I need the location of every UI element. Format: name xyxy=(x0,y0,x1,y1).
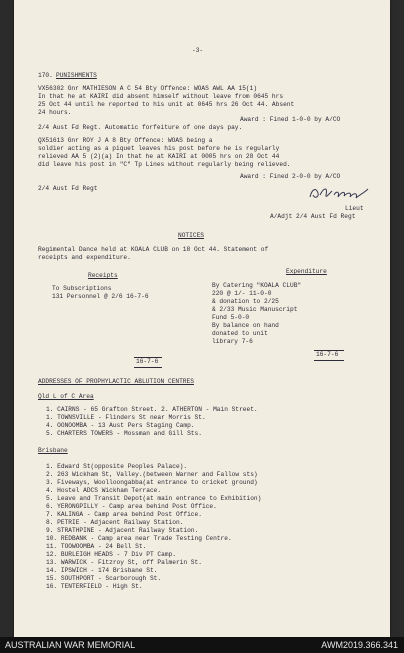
exp-line: Fund 5-0-0 xyxy=(212,314,250,321)
entry1-line1: VX56302 Gnr MATHIESON A C 54 Bty Offence: WOAS AWL AA 15(1) xyxy=(38,85,258,92)
entry1-line3: 25 Oct 44 until he reported to his unit at 0645 hrs 26 Oct 44. Absent xyxy=(38,101,295,108)
entry2-line3: relieved AA 5 (2)(a) In that he at KAIRI at 0005 hrs on 28 Oct 44 xyxy=(38,153,280,160)
archive-footer xyxy=(0,637,404,653)
signature xyxy=(306,183,374,203)
exp-line: By Catering "KOALA CLUB" xyxy=(212,282,302,289)
entry2-line2: soldier acting as a piquet leaves his post before he is regularly xyxy=(38,145,280,152)
signoff-title: A/Adjt 2/4 Aust Fd Regt xyxy=(270,213,356,220)
entry1-line2: In that he at KAIRI did absent himself without leave from 0645 hrs xyxy=(38,93,284,100)
brisbane-item: 15. SOUTHPORT - Scarborough St. xyxy=(46,575,162,582)
page-number: -3- xyxy=(192,47,204,54)
brisbane-item: 5. Leave and Transit Depot(at main entrance to Exhibition) xyxy=(46,495,262,502)
exp-line: library 7-6 xyxy=(212,338,253,345)
brisbane-item: 10. REDBANK - Camp area near Trade Testing Centre. xyxy=(46,535,232,542)
entry2-unit: 2/4 Aust Fd Regt xyxy=(38,185,98,192)
footer-accession-number: AWM2019.366.341 xyxy=(321,640,398,650)
brisbane-item: 7. KALINGA - Camp area behind Post Office. xyxy=(46,511,202,518)
expenditure-heading: Expenditure xyxy=(286,268,327,275)
brisbane-item: 6. YERONGPILLY - Camp area behind Post Office. xyxy=(46,503,217,510)
exp-line: 220 @ 1/- 11-0-0 xyxy=(212,290,272,297)
brisbane-item: 13. WARWICK - Fitzroy St, off Palmerin St. xyxy=(46,559,202,566)
brisbane-item: 8. PETRIE - Adjacent Railway Station. xyxy=(46,519,184,526)
brisbane-item: 9. STRATHPINE - Adjacent Railway Station. xyxy=(46,527,199,534)
entry2-line1: QX51613 Gnr ROY J A 8 Bty Offence: WOAS being a xyxy=(38,137,213,144)
exp-line: & 2/33 Music Manuscript xyxy=(212,306,298,313)
brisbane-item: 1. Edward St(opposite Peoples Palace). xyxy=(46,463,188,470)
brisbane-item: 14. IPSWICH - 174 Brisbane St. xyxy=(46,567,158,574)
signoff-rank: Lieut xyxy=(345,205,364,212)
brisbane-item: 11. TOOWOOMBA - 24 Bell St. xyxy=(46,543,147,550)
punishments-heading: PUNISHMENTS xyxy=(56,72,97,79)
brisbane-item: 4. Hostel ADCS Wickham Terrace. xyxy=(46,487,162,494)
qld-heading: Qld L of C Area xyxy=(38,393,94,400)
qld-item: 4. OONOOMBA - 13 Aust Pers Staging Camp. xyxy=(46,422,195,429)
expenditure-total-double-rule xyxy=(314,360,344,361)
brisbane-item: 12. BURLEIGH HEADS - 7 Div PT Camp. xyxy=(46,551,176,558)
entry1-line4: 24 hours. xyxy=(38,109,72,116)
exp-line: By balance on hand xyxy=(212,322,279,329)
brisbane-item: 3. Fiveways, Woolloongabba(at entrance to cricket ground) xyxy=(46,479,258,486)
qld-item: 5. CHARTERS TOWERS - Mossman and Gill Sts. xyxy=(46,430,202,437)
brisbane-item: 16. TENTERFIELD - High St. xyxy=(46,583,143,590)
entry1-award: Award : Fined 1-0-0 by A/CO xyxy=(240,116,341,123)
receipts-total: 16-7-6 xyxy=(136,358,159,365)
footer-institution: AUSTRALIAN WAR MEMORIAL xyxy=(5,640,136,650)
entry2-award: Award : Fined 2-0-0 by A/CO xyxy=(240,173,341,180)
brisbane-item: 2. 263 Wickham St, Valley.(between Warner and Fallow sts) xyxy=(46,471,258,478)
document-page xyxy=(14,0,390,637)
entry1-unit: 2/4 Aust Fd Regt. Automatic forfeiture of one days pay. xyxy=(38,124,243,131)
section-number: 170. xyxy=(38,72,53,79)
notices-heading: NOTICES xyxy=(178,232,204,239)
notices-line1: Regimental Dance held at KOALA CLUB on 18 Oct 44. Statement of xyxy=(38,246,269,253)
notices-line2: receipts and expenditure. xyxy=(38,254,131,261)
receipts-total-double-rule xyxy=(134,367,162,368)
brisbane-heading: Brisbane xyxy=(38,447,68,454)
expenditure-total: 16-7-6 xyxy=(316,351,339,358)
exp-line: & donation to 2/25 xyxy=(212,298,279,305)
exp-line: donated to unit xyxy=(212,330,268,337)
entry2-line4: did leave his post in "C" Tp Lines without regularly being relieved. xyxy=(38,161,291,168)
qld-item: 1. CAIRNS - 65 Grafton Street. 2. ATHERTON - Main Street. xyxy=(46,406,258,413)
receipts-line1: To Subscriptions xyxy=(52,285,112,292)
receipts-line2: 131 Personnel @ 2/6 16-7-6 xyxy=(52,293,149,300)
receipts-heading: Receipts xyxy=(88,272,118,279)
qld-item: 1. TOWNSVILLE - Flinders St near Morris St. xyxy=(46,414,206,421)
centres-heading: ADDRESSES OF PROPHYLACTIC ABLUTION CENTRES xyxy=(38,378,194,385)
